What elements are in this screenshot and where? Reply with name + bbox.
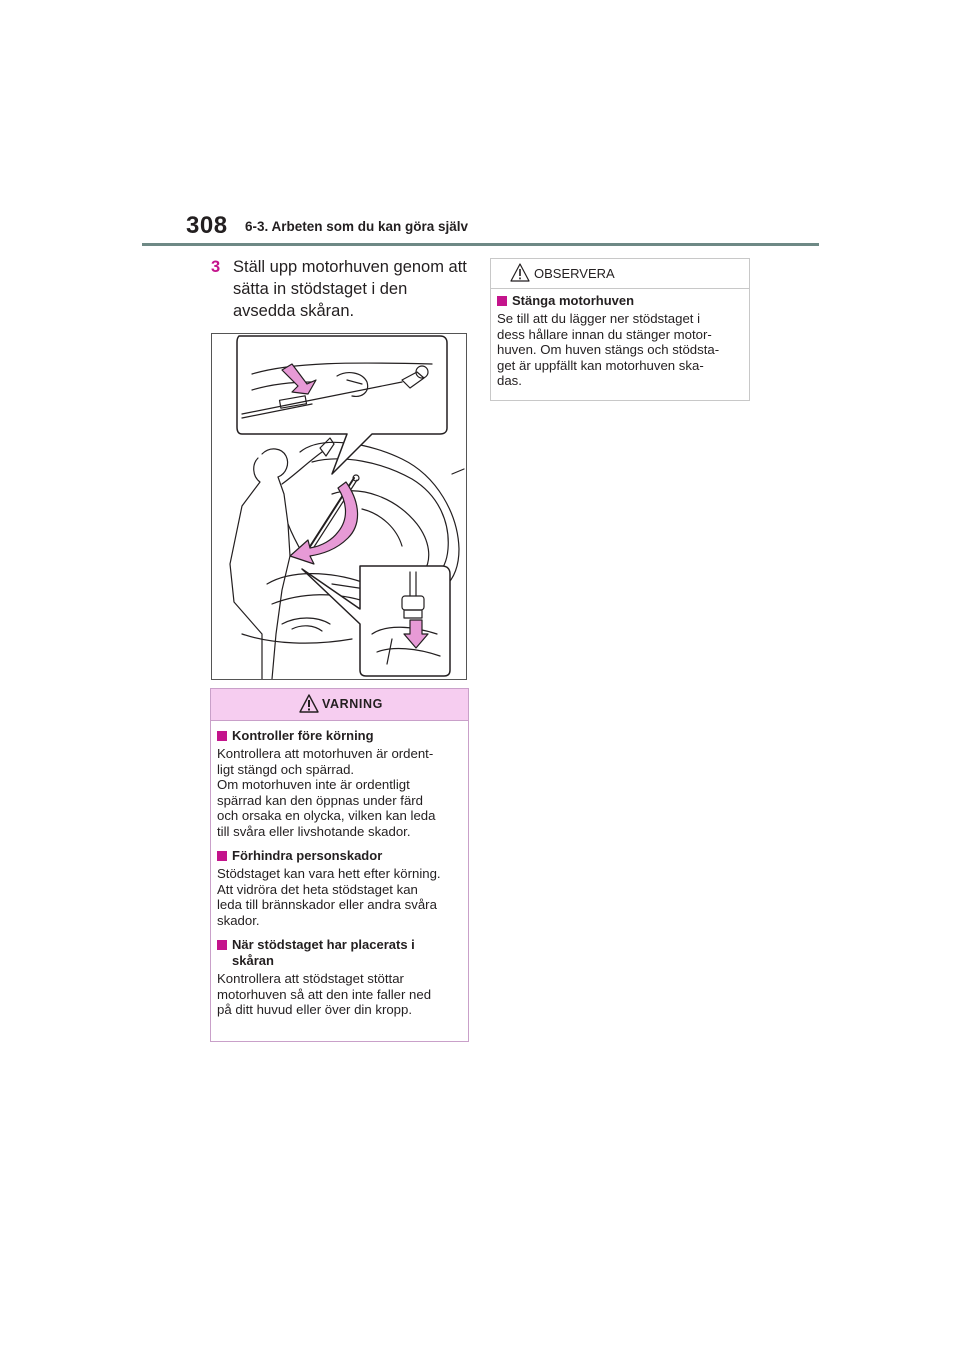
warning-section-3: [211, 937, 468, 1018]
note-section-body: Se till att du lägger ner stödstaget i dess hållare innan du stänger motor- huven. Om huven stängs och stödsta- get är uppfällt kan motorhuven ska- das.: [497, 311, 720, 388]
warning-section-title: När stödstaget har placerats i skåran: [217, 937, 462, 969]
warning-section-2: [211, 848, 468, 928]
warning-section-1: [211, 728, 468, 839]
warning-section-body: Stödstaget kan vara hett efter körning. Att vidröra det heta stödstaget kan leda till brännskador eller andra svåra skador.: [217, 866, 441, 928]
caution-triangle-icon: [510, 263, 530, 282]
warning-header: [211, 689, 468, 721]
warning-section-title: Kontroller före körning: [217, 728, 462, 744]
note-label: OBSERVERA: [534, 266, 615, 281]
note-header: [491, 259, 749, 289]
hood-support-illustration: [211, 333, 467, 680]
note-box: [490, 258, 750, 401]
header-rule: [142, 243, 819, 246]
bullet-square-icon: [217, 940, 227, 950]
step-text: Ställ upp motorhuven genom att sätta in stödstaget i den avsedda skåran.: [233, 258, 467, 320]
warning-label: VARNING: [322, 697, 383, 711]
warning-section-title: Förhindra personskador: [217, 848, 462, 864]
curved-arrow: [290, 482, 358, 564]
note-section-title: Stänga motorhuven: [497, 293, 743, 309]
step-3: [211, 256, 473, 322]
step-number: 3: [211, 258, 221, 276]
note-section-1: [491, 293, 749, 389]
warning-triangle-icon: [299, 694, 319, 713]
bullet-square-icon: [497, 296, 507, 306]
section-title: 6-3. Arbeten som du kan göra själv: [245, 219, 469, 234]
bullet-square-icon: [217, 731, 227, 741]
top-inset: [237, 336, 447, 474]
warning-section-body: Kontrollera att stödstaget stöttar motorhuven så att den inte faller ned på ditt huvud eller över din kropp.: [217, 971, 432, 1017]
warning-section-body: Kontrollera att motorhuven är ordent- ligt stängd och spärrad. Om motorhuven inte är ordentligt spärrad kan den öppnas under färd och orsaka en olycka, vilken kan leda till svåra eller livshotande skador.: [217, 746, 436, 839]
bullet-square-icon: [217, 851, 227, 861]
page-number: 308: [186, 212, 228, 239]
warning-box: [210, 688, 469, 1042]
